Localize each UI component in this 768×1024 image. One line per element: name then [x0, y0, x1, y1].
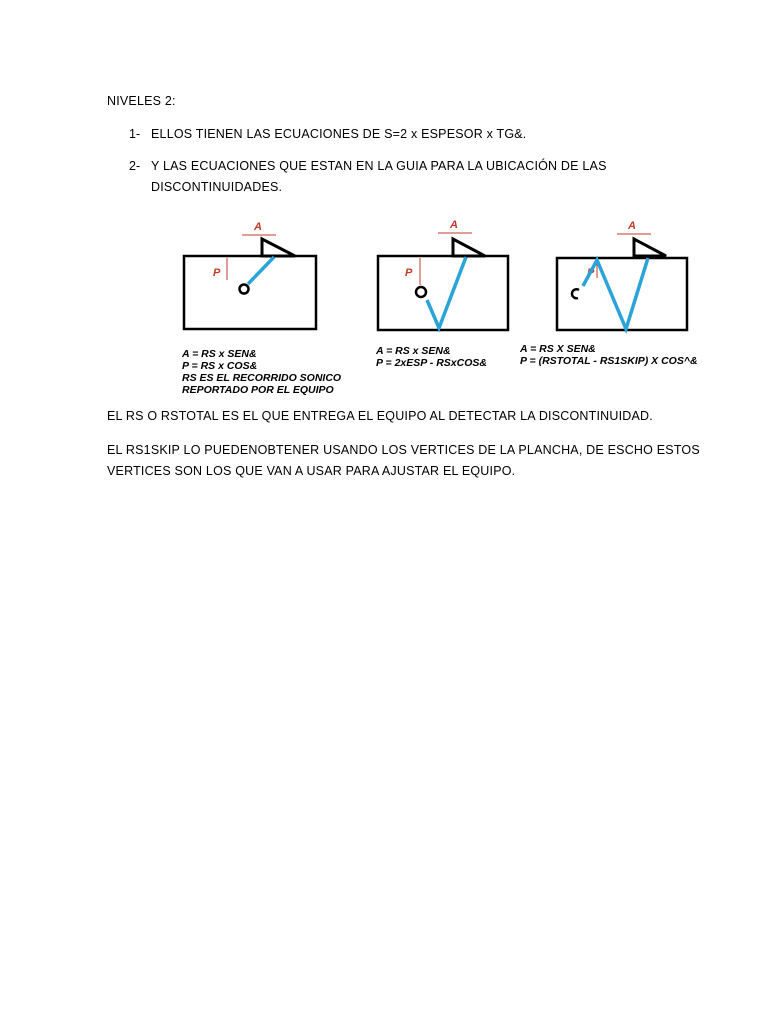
- diagram-1-formula-4: REPORTADO POR EL EQUIPO: [182, 384, 334, 396]
- diagram-1-formulas: [182, 348, 341, 396]
- list-item-2-text-line1: Y LAS ECUACIONES QUE ESTAN EN LA GUIA PARA LA UBICACIÓN DE LAS: [151, 159, 607, 173]
- list-item-2-number: 2-: [129, 159, 141, 173]
- diagram-2-formula-1: A = RS x SEN&: [376, 345, 451, 357]
- diagram-2-label-p: P: [405, 267, 413, 279]
- diagram-1-formula-1: A = RS x SEN&: [182, 348, 257, 360]
- list-item-1-text: ELLOS TIENEN LAS ECUACIONES DE S=2 x ESPESOR x TG&.: [151, 127, 527, 141]
- diagram-3-formulas: [520, 343, 698, 367]
- diagram-2-formula-2: P = 2xESP - RSxCOS&: [376, 357, 487, 369]
- paragraph-1: EL RS O RSTOTAL ES EL QUE ENTREGA EL EQUIPO AL DETECTAR LA DISCONTINUIDAD.: [107, 409, 653, 423]
- diagram-3-probe: [634, 239, 666, 256]
- paragraph-2-line2: VERTICES SON LOS QUE VAN A USAR PARA AJUSTAR EL EQUIPO.: [107, 464, 516, 478]
- diagram-1-formula-2: P = RS x COS&: [182, 360, 258, 372]
- diagram-3-label-a: A: [628, 220, 636, 232]
- diagram-3-discontinuity: [572, 289, 579, 298]
- diagram-2-formulas: [376, 345, 487, 369]
- diagram-3-formula-2: P = (RSTOTAL - RS1SKIP) X COS^&: [520, 355, 698, 367]
- diagram-1-formula-3: RS ES EL RECORRIDO SONICO: [182, 372, 342, 384]
- paragraph-2-line1: EL RS1SKIP LO PUEDENOBTENER USANDO LOS VERTICES DE LA PLANCHA, DE ESCHO ESTOS: [107, 443, 700, 457]
- diagram-2-label-a: A: [450, 219, 458, 231]
- diagram-1-label-a: A: [254, 221, 262, 233]
- diagram-3-beam: [583, 258, 648, 329]
- diagram-3-label-p: P: [587, 267, 595, 279]
- heading: NIVELES 2:: [107, 94, 176, 108]
- list-item-1-number: 1-: [129, 127, 141, 141]
- diagram-1-label-p: P: [213, 267, 221, 279]
- list-item-2-text-line2: DISCONTINUIDADES.: [151, 180, 283, 194]
- diagram-3-formula-1: A = RS X SEN&: [520, 343, 596, 355]
